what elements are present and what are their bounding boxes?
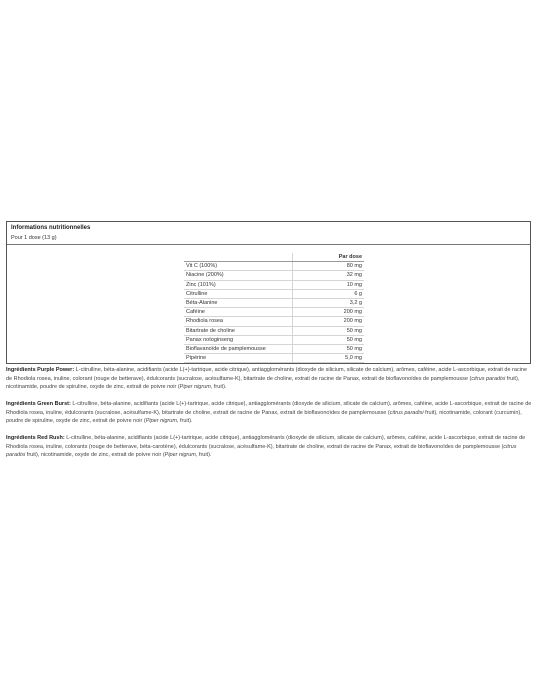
column-header-par-dose: Par dose: [293, 253, 365, 262]
ingredients-text-italic: Piper nigrum: [164, 452, 196, 458]
nutrient-name: Citrulline: [184, 289, 293, 298]
nutrient-value: 200 mg: [293, 308, 365, 317]
nutrition-title: Informations nutritionnelles: [11, 225, 91, 231]
table-row: [184, 298, 364, 307]
nutrient-name: Vit C (100%): [184, 262, 293, 271]
table-header-empty: [184, 253, 293, 262]
nutrient-value: 5,0 mg: [293, 354, 365, 363]
nutrition-panel: [6, 221, 531, 364]
ingredients-text: L-citrulline, béta-alanine, acidifiants (acide L(+)-tartrique, acide citrique), antiagglomérants (dioxyde de silicium, silicate de calcium), arômes, caféine, acide L-ascorbique, extrait de racine de Rhodiola rosea, inuline, colorants (rouge de betterave, béta-carotène), édulcorants (sucralose, acésulfame-K), bitartrate de choline, extrait de racine de Panax, extrait de bioflavonoïdes de pamplemousse (: [6, 435, 526, 450]
table-row: [184, 335, 364, 344]
nutrient-value: 50 mg: [293, 335, 365, 344]
nutrient-name: Niacine (200%): [184, 271, 293, 280]
table-row: [184, 289, 364, 298]
ingredients-paragraph: [6, 366, 533, 392]
nutrient-name: Caféine: [184, 308, 293, 317]
nutrient-value: 200 mg: [293, 317, 365, 326]
ingredients-text-italic: citrus paradisi: [389, 409, 424, 416]
ingredients-text: , fruit).: [176, 418, 193, 424]
table-row: [184, 326, 364, 335]
table-row: [184, 354, 364, 363]
ingredients-text: fruit), nicotinamide, oxyde de zinc, extrait de poivre noir (: [25, 452, 165, 458]
nutrient-name: Zinc (101%): [184, 280, 293, 289]
ingredients-paragraph: [6, 400, 533, 426]
nutrient-name: Béta-Alanine: [184, 298, 293, 307]
nutrient-name: Rhodiola rosea: [184, 317, 293, 326]
ingredients-text-italic: citrus paradisi: [471, 375, 506, 382]
divider: [7, 244, 530, 245]
ingredients-text-italic: Piper nigrum: [145, 418, 177, 424]
nutrient-name: Bitartrate de choline: [184, 326, 293, 335]
ingredients-text: L-citrulline, béta-alanine, acidifiants (acide L(+)-tartrique, acide citrique), antiagglomérants (dioxyde de silicium, silicate de calcium), arômes, caféine, acide L-ascorbique, extrait de racine de Rhodiola rosea, inuline, colorant (rouge de betterave), édulcorants (sucralose, acésulfame-K), bitartrate de choline, extrait de racine de Panax, extrait de bioflavonoïdes de pamplemousse (: [6, 367, 528, 382]
ingredients-text-italic: Piper nigrum: [179, 384, 211, 390]
nutrient-value: 50 mg: [293, 344, 365, 353]
ingredients-text: , fruit).: [210, 384, 227, 390]
ingredients-label: Ingrédients Red Rush:: [6, 435, 65, 441]
ingredients-section: [6, 366, 533, 468]
nutrient-value: 80 mg: [293, 262, 365, 271]
nutrient-value: 6 g: [293, 289, 365, 298]
ingredients-paragraph: [6, 434, 533, 460]
ingredients-text-italic: citrus paradisi: [6, 443, 517, 458]
nutrient-value: 10 mg: [293, 280, 365, 289]
table-row: [184, 308, 364, 317]
table-row: [184, 262, 364, 271]
table-row: [184, 317, 364, 326]
ingredients-label: Ingrédients Purple Power:: [6, 367, 75, 373]
nutrient-name: Pipérine: [184, 354, 293, 363]
ingredients-text: fruit), nicotinamide, poudre de spiruline, oxyde de zinc, extrait de poivre noir (: [6, 375, 520, 390]
ingredients-label: Ingrédients Green Burst:: [6, 401, 71, 407]
ingredients-text: , fruit).: [195, 452, 212, 458]
ingredients-text: fruit), nicotinamide, colorant (curcumin), poudre de spiruline, oxyde de zinc, extrait de poivre noir (: [6, 409, 522, 424]
nutrient-value: 50 mg: [293, 326, 365, 335]
nutrition-table-body: [184, 262, 364, 363]
nutrient-name: Bioflavanoïde de pamplemousse: [184, 344, 293, 353]
serving-size: Pour 1 dose (13 g): [11, 235, 57, 241]
nutrient-value: 3,2 g: [293, 298, 365, 307]
ingredients-text: L-citrulline, béta-alanine, acidifiants (acide L(+)-tartrique, acide citrique), antiagglomérants (dioxyde de silicium, silicate de calcium), arômes, caféine, acide L-ascorbique, extrait de racine de Rhodiola rosea, inuline, édulcorants (sucralose, acésulfame-K), bitartrate de choline, extrait de racine de Panax, extrait de bioflavonoïdes de pamplemousse (: [6, 401, 532, 416]
table-row: [184, 271, 364, 280]
table-header-row: [184, 253, 364, 262]
nutrition-table: [184, 253, 364, 363]
nutrient-value: 32 mg: [293, 271, 365, 280]
table-row: [184, 344, 364, 353]
nutrient-name: Panax notoginseng: [184, 335, 293, 344]
table-row: [184, 280, 364, 289]
